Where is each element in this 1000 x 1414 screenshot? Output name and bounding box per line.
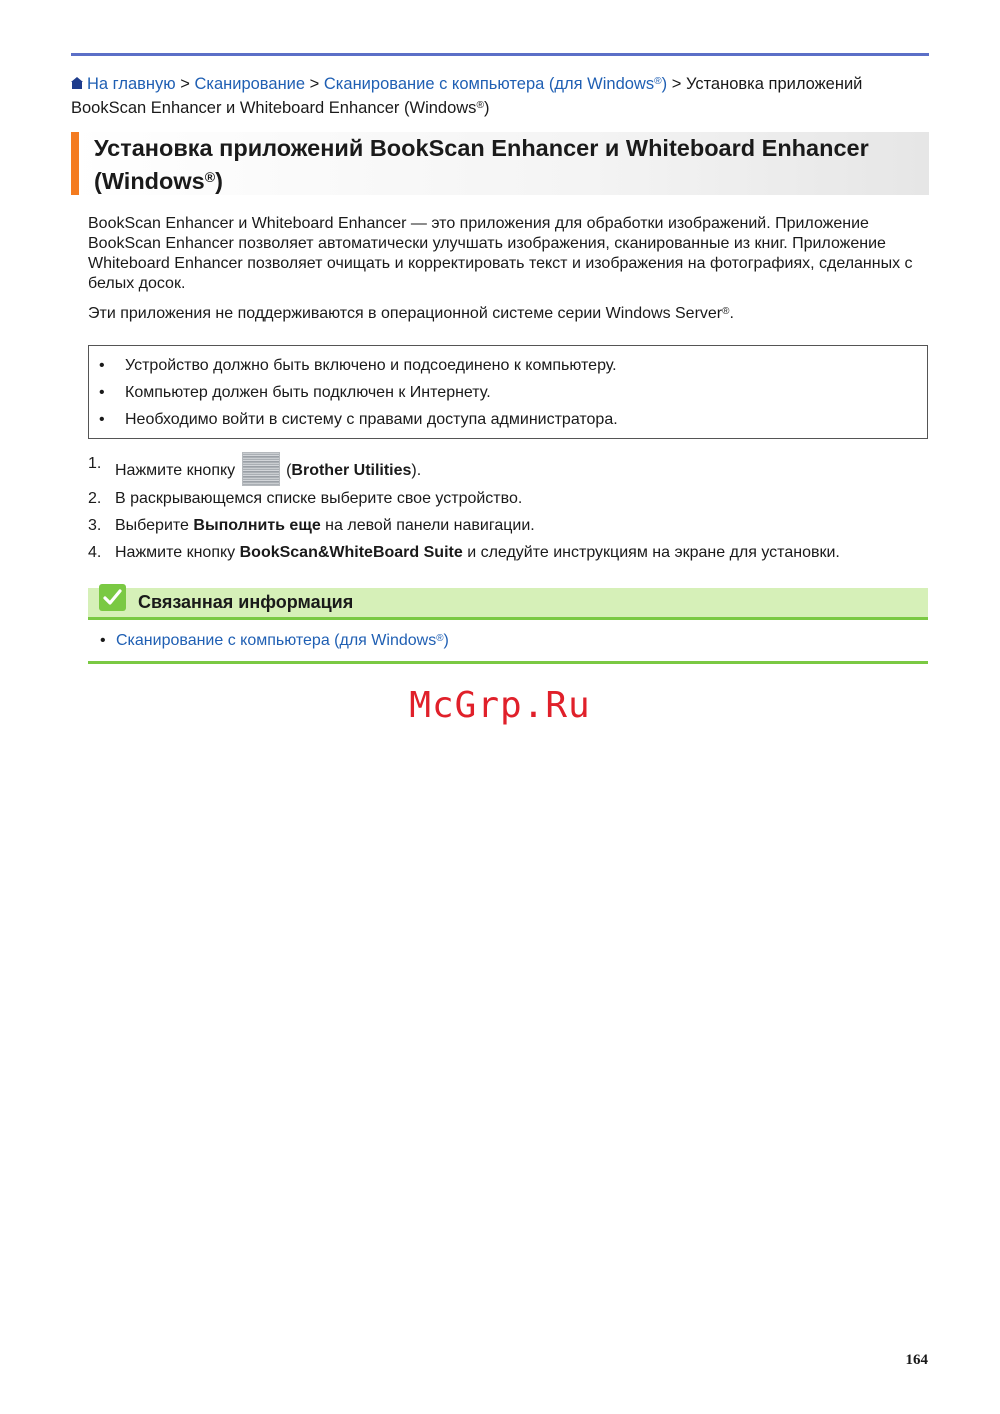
checkmark-icon <box>99 584 126 611</box>
more-actions-label: Выполнить еще <box>193 517 321 534</box>
breadcrumb-link-end: ) <box>661 75 668 93</box>
requirements-box <box>88 345 928 439</box>
title-accent-bar <box>71 132 79 195</box>
related-info-title: Связанная информация <box>138 592 354 612</box>
intro-paragraph: BookScan Enhancer и Whiteboard Enhancer — это приложения для обработки изображений. Приложение BookScan Enhancer позволяет автоматически улучшать изображения, сканированные из книг. Приложение Whiteboard Enhancer позволяет очищать и корректировать текст и изображения на фотографиях, сделанных с белых досок. <box>88 215 913 292</box>
requirement-text: Необходимо войти в систему с правами доступа администратора. <box>125 411 618 428</box>
top-rule <box>71 53 929 56</box>
breadcrumb-current-line1: Установка приложений <box>685 75 863 93</box>
page-title <box>94 132 914 198</box>
registered-mark: ® <box>722 306 730 317</box>
step-text <box>115 454 421 488</box>
bullet: • <box>99 384 105 401</box>
breadcrumb-current-end: ) <box>483 99 490 117</box>
page-title-end: ) <box>215 168 223 194</box>
brother-utilities-label: Brother Utilities <box>291 462 412 480</box>
breadcrumb-separator: > <box>175 75 195 93</box>
breadcrumb-separator: > <box>667 75 686 93</box>
step-text-pre: Нажмите кнопку <box>115 544 240 561</box>
related-link-item <box>100 631 449 651</box>
step-number: 4. <box>88 544 102 561</box>
step-number: 2. <box>88 490 102 507</box>
suite-button-label: BookScan&WhiteBoard Suite <box>239 544 463 561</box>
related-info-bottom-rule <box>88 661 928 664</box>
breadcrumb-scan-from-computer-link[interactable] <box>324 75 667 93</box>
bullet: • <box>99 411 105 428</box>
step-text-pre: Нажмите кнопку <box>115 462 236 480</box>
step-text-post: и следуйте инструкциям на экране для установки. <box>462 544 840 561</box>
breadcrumb-current-line2: BookScan Enhancer и Whiteboard Enhancer (Windows <box>71 99 477 117</box>
breadcrumb <box>71 72 929 120</box>
home-icon[interactable] <box>71 77 83 89</box>
step-text <box>115 543 840 563</box>
step-text-paren: ( <box>281 462 292 480</box>
related-info-header <box>88 588 928 620</box>
requirement-text: Устройство должно быть включено и подсоединено к компьютеру. <box>125 357 617 374</box>
step-text-post: ). <box>411 462 422 480</box>
related-link-end: ) <box>443 632 449 649</box>
related-scan-from-computer-link[interactable] <box>116 632 449 649</box>
windows-server-note-end: . <box>729 305 734 322</box>
windows-server-note <box>88 304 928 324</box>
breadcrumb-scanning-link[interactable]: Сканирование <box>194 75 306 93</box>
watermark: McGrp.Ru <box>409 685 591 726</box>
registered-mark: ® <box>654 76 662 87</box>
page-title-text: Установка приложений BookScan Enhancer и Whiteboard Enhancer (Windows <box>94 135 869 194</box>
breadcrumb-separator: > <box>305 75 324 93</box>
bullet: • <box>99 357 105 374</box>
step-number: 3. <box>88 517 102 534</box>
breadcrumb-home-link[interactable]: На главную <box>87 75 176 93</box>
step-text-pre: Выберите <box>115 517 194 534</box>
registered-mark: ® <box>476 100 484 111</box>
step-text-post: на левой панели навигации. <box>320 517 535 534</box>
related-link-text: Сканирование с компьютера (для Windows <box>116 632 437 649</box>
registered-mark: ® <box>204 169 216 185</box>
step-text <box>115 516 535 536</box>
brother-utilities-icon <box>242 452 280 486</box>
registered-mark: ® <box>436 633 444 644</box>
step-text: В раскрывающемся списке выберите свое устройство. <box>115 490 523 507</box>
breadcrumb-link-text: Сканирование с компьютера (для Windows <box>323 75 655 93</box>
requirement-text: Компьютер должен быть подключен к Интернету. <box>125 384 491 401</box>
page-title-box <box>71 132 929 195</box>
bullet: • <box>100 632 106 649</box>
windows-server-note-text: Эти приложения не поддерживаются в операционной системе серии Windows Server <box>88 305 723 322</box>
step-number: 1. <box>88 455 102 472</box>
page-number: 164 <box>905 1352 928 1368</box>
